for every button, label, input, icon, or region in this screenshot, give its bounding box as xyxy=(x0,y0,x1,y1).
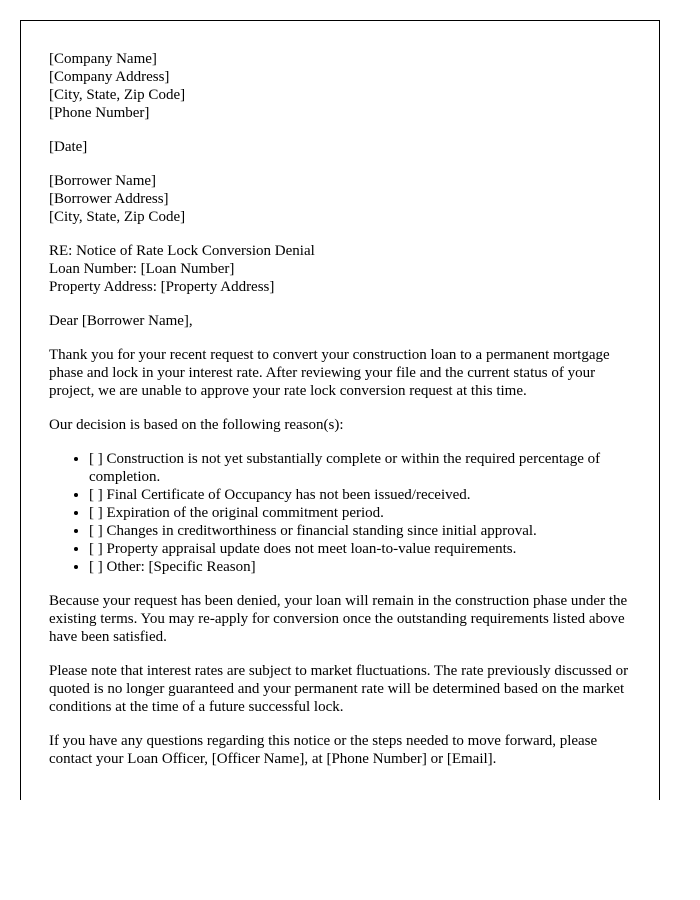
reason-item: • [ ] Other: [Specific Reason] xyxy=(89,558,629,576)
company-name: [Company Name] xyxy=(49,51,157,67)
borrower-city-state-zip: [City, State, Zip Code] xyxy=(49,209,186,225)
paragraph-intro: Thank you for your recent request to convert your construction loan to a permanent mortgage phase and lock in your interest rate. After reviewing your file and the current status of your project, we are unable to approve your rate lock conversion request at this time. xyxy=(49,347,610,399)
reference-block xyxy=(49,242,629,296)
borrower-address: [Borrower Address] xyxy=(49,191,169,207)
company-city-state-zip: [City, State, Zip Code] xyxy=(49,87,186,103)
reason-item: • [ ] Final Certificate of Occupancy has not been issued/received. xyxy=(89,486,629,504)
letter-page xyxy=(20,20,660,800)
reason-item: • [ ] Property appraisal update does not meet loan-to-value requirements. xyxy=(89,540,629,558)
reason-item: • [ ] Construction is not yet substantially complete or within the required percentage of completion. xyxy=(89,450,629,486)
property-address-line: Property Address: [Property Address] xyxy=(49,279,275,295)
salutation: Dear [Borrower Name], xyxy=(49,313,193,329)
paragraph-contact: If you have any questions regarding this notice or the steps needed to move forward, please contact your Loan Officer, [Officer Name], at [Phone Number] or [Email]. xyxy=(49,733,598,767)
loan-number-line: Loan Number: [Loan Number] xyxy=(49,261,235,277)
reasons-heading: Our decision is based on the following reason(s): xyxy=(49,417,344,433)
re-line: RE: Notice of Rate Lock Conversion Denial xyxy=(49,243,315,259)
paragraph-denied: Because your request has been denied, your loan will remain in the construction phase under the existing terms. You may re-apply for conversion once the outstanding requirements listed above have been satisfied. xyxy=(49,593,628,645)
reason-item: • [ ] Changes in creditworthiness or financial standing since initial approval. xyxy=(89,522,629,540)
sender-block xyxy=(49,50,629,122)
company-address: [Company Address] xyxy=(49,69,170,85)
paragraph-rates: Please note that interest rates are subject to market fluctuations. The rate previously discussed or quoted is no longer guaranteed and your permanent rate will be determined based on the market conditions at the time of a future successful lock. xyxy=(49,663,629,715)
letter-body xyxy=(49,50,629,784)
recipient-block xyxy=(49,172,629,226)
reasons-list xyxy=(49,450,629,576)
letter-date: [Date] xyxy=(49,139,88,155)
borrower-name: [Borrower Name] xyxy=(49,173,157,189)
reason-item: • [ ] Expiration of the original commitment period. xyxy=(89,504,629,522)
company-phone: [Phone Number] xyxy=(49,105,150,121)
